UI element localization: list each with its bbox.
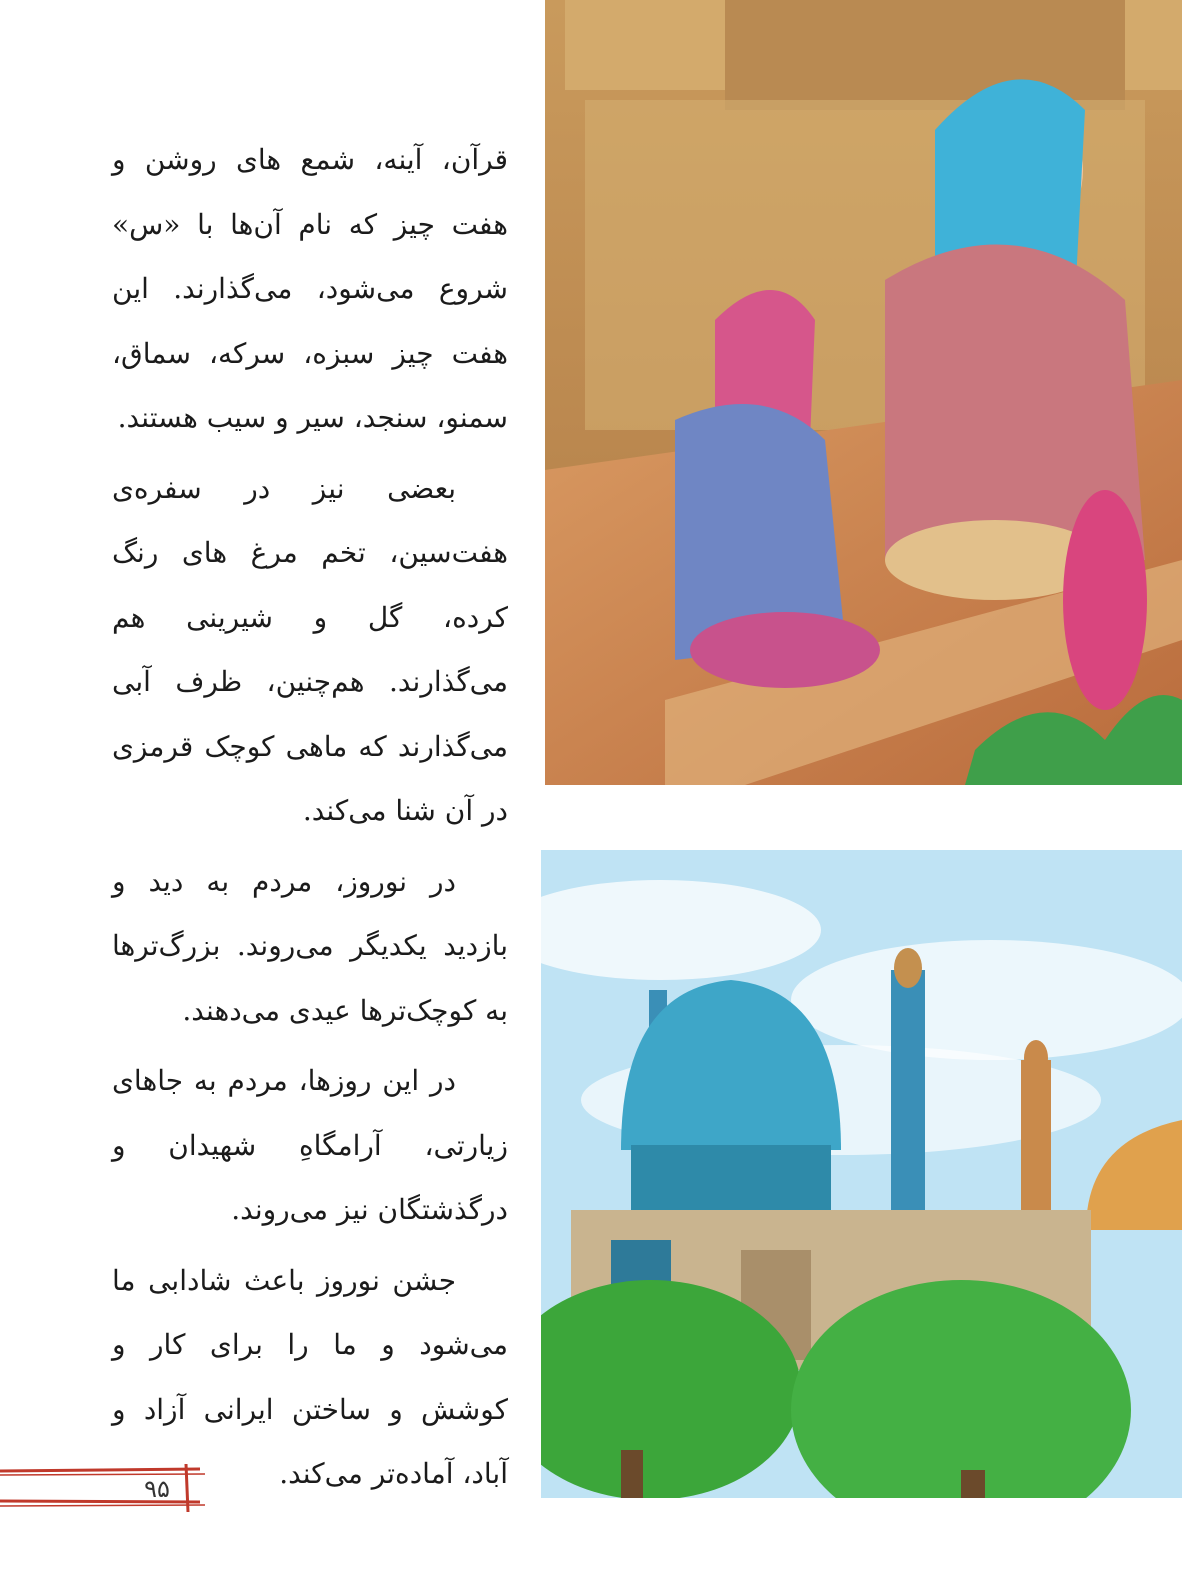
- paragraph-4: در این روزها، مردم به جاهای زیارتی، آرامگاهِ شهیدان و درگذشتگان نیز می‌روند.: [112, 1064, 508, 1226]
- paragraph-2: بعضی نیز در سفره‌ی هفت‌سین، تخم مرغ های رنگ کرده، گل و شیرینی هم می‌گذارند. هم‌چنین، ظرف آبی می‌گذارند که ماهی کوچک قرمزی در آن شنا می‌کند.: [112, 471, 508, 827]
- body-text: [112, 128, 508, 1513]
- shrine-illustration: [541, 850, 1182, 1498]
- paragraph-3: در نوروز، مردم به دید و بازدید یکدیگر می‌روند. بزرگ‌ترها به کوچک‌ترها عیدی می‌دهند.: [112, 864, 508, 1027]
- page-number: ۹۵: [144, 1475, 170, 1503]
- family-illustration: [545, 0, 1182, 785]
- paragraph-1: قرآن، آینه، شمع های روشن و هفت چیز که نام آن‌ها با «س» شروع می‌شود، می‌گذارند. این هفت چیز سبزه، سرکه، سماق، سمنو، سنجد، سیر و سیب هستند.: [112, 143, 508, 434]
- paragraph-5: جشن نوروز باعث شادابی ما می‌شود و ما را برای کار و کوشش و ساختن ایرانی آزاد و آباد، آماده‌تر می‌کند.: [112, 1263, 508, 1490]
